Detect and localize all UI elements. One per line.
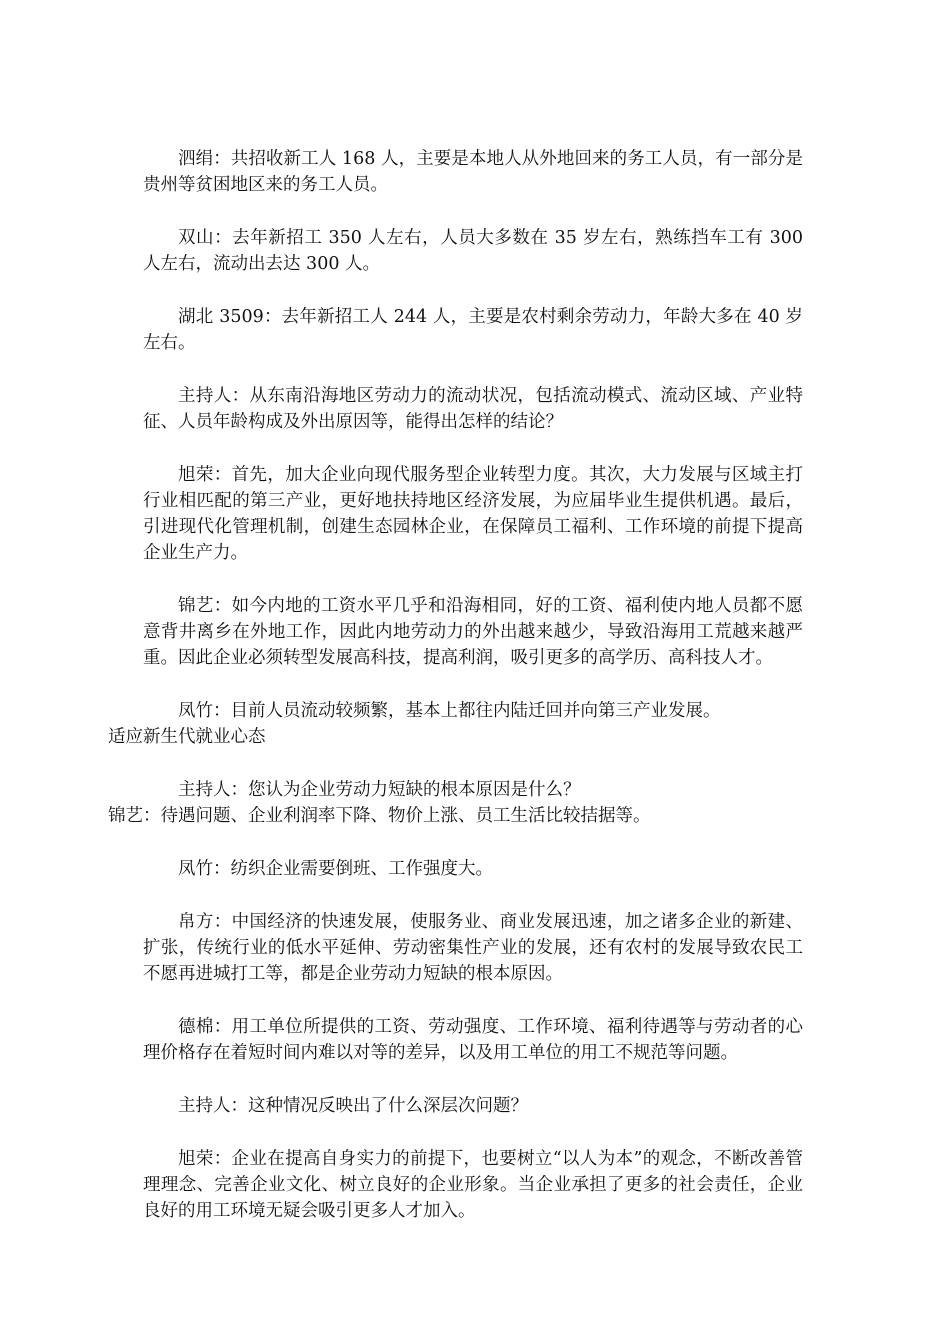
paragraph-text: 帛方：中国经济的快速发展，使服务业、商业发展迅速，加之诸多企业的新建、扩张，传统行业的低水平延伸、劳动密集性产业的发展，还有农村的发展导致农民工不愿再进城打工等，都是企业劳动力短缺的根本原因。 — [143, 912, 803, 984]
paragraph-bofang — [143, 909, 803, 987]
paragraph-host-question-3 — [143, 1093, 803, 1119]
paragraph-jinyi-2: 锦艺：待遇问题、企业利润率下降、物价上涨、员工生活比较拮据等。 — [108, 806, 651, 826]
paragraph-text: 德棉：用工单位所提供的工资、劳动强度、工作环境、福利待遇等与劳动者的心理价格存在着短时间内难以对等的差异，以及用工单位的用工不规范等问题。 — [143, 1017, 803, 1063]
paragraph-text: 主持人：从东南沿海地区劳动力的流动状况，包括流动模式、流动区域、产业特征、人员年龄构成及外出原因等，能得出怎样的结论？ — [143, 386, 803, 432]
paragraph-fengzhu-2 — [143, 856, 803, 882]
paragraph-host-question-1 — [143, 383, 803, 435]
paragraph-text: 凤竹：目前人员流动较频繁，基本上都往内陆迁回并向第三产业发展。 — [178, 701, 721, 721]
paragraph-text: 湖北 3509：去年新招工人 244 人，主要是农村剩余劳动力，年龄大多在 40 岁左右。 — [143, 307, 803, 353]
paragraph-xurong-2 — [143, 1146, 803, 1224]
paragraph-hubei-3509 — [143, 304, 803, 356]
paragraph-jinyi-1 — [143, 593, 803, 671]
paragraph-fengzhu-1 — [108, 698, 803, 750]
paragraph-text: 锦艺：如今内地的工资水平几乎和沿海相同，好的工资、福利使内地人员都不愿意背井离乡在外地工作，因此内地劳动力的外出越来越少，导致沿海用工荒越来越严重。因此企业必须转型发展高科技，提高利润，吸引更多的高学历、高科技人才。 — [143, 596, 803, 668]
paragraph-text: 主持人：您认为企业劳动力短缺的根本原因是什么？ — [178, 780, 581, 800]
paragraph-text: 主持人：这种情况反映出了什么深层次问题？ — [178, 1096, 528, 1116]
paragraph-text: 旭荣：首先，加大企业向现代服务型企业转型力度。其次，大力发展与区域主打行业相匹配的第三产业，更好地扶持地区经济发展，为应届毕业生提供机遇。最后，引进现代化管理机制，创建生态园林企业，在保障员工福利、工作环境的前提下提高企业生产力。 — [143, 465, 803, 563]
paragraph-demian — [143, 1014, 803, 1066]
paragraph-text: 泗绢：共招收新工人 168 人，主要是本地人从外地回来的务工人员，有一部分是贵州等贫困地区来的务工人员。 — [143, 149, 803, 195]
paragraph-text: 旭荣：企业在提高自身实力的前提下，也要树立“以人为本”的观念，不断改善管理理念、完善企业文化、树立良好的企业形象。当企业承担了更多的社会责任，企业良好的用工环境无疑会吸引更多人才加入。 — [143, 1149, 803, 1221]
document-body — [108, 146, 803, 1224]
paragraph-text: 凤竹：纺织企业需要倒班、工作强度大。 — [178, 859, 493, 879]
paragraph-sijuan — [143, 146, 803, 198]
paragraph-shuangshan — [143, 225, 803, 277]
paragraph-host-question-2 — [108, 777, 803, 829]
paragraph-xurong-1 — [143, 462, 803, 566]
paragraph-text: 双山：去年新招工 350 人左右，人员大多数在 35 岁左右，熟练挡车工有 300 人左右，流动出去达 300 人。 — [143, 228, 803, 274]
section-heading: 适应新生代就业心态 — [108, 727, 266, 747]
